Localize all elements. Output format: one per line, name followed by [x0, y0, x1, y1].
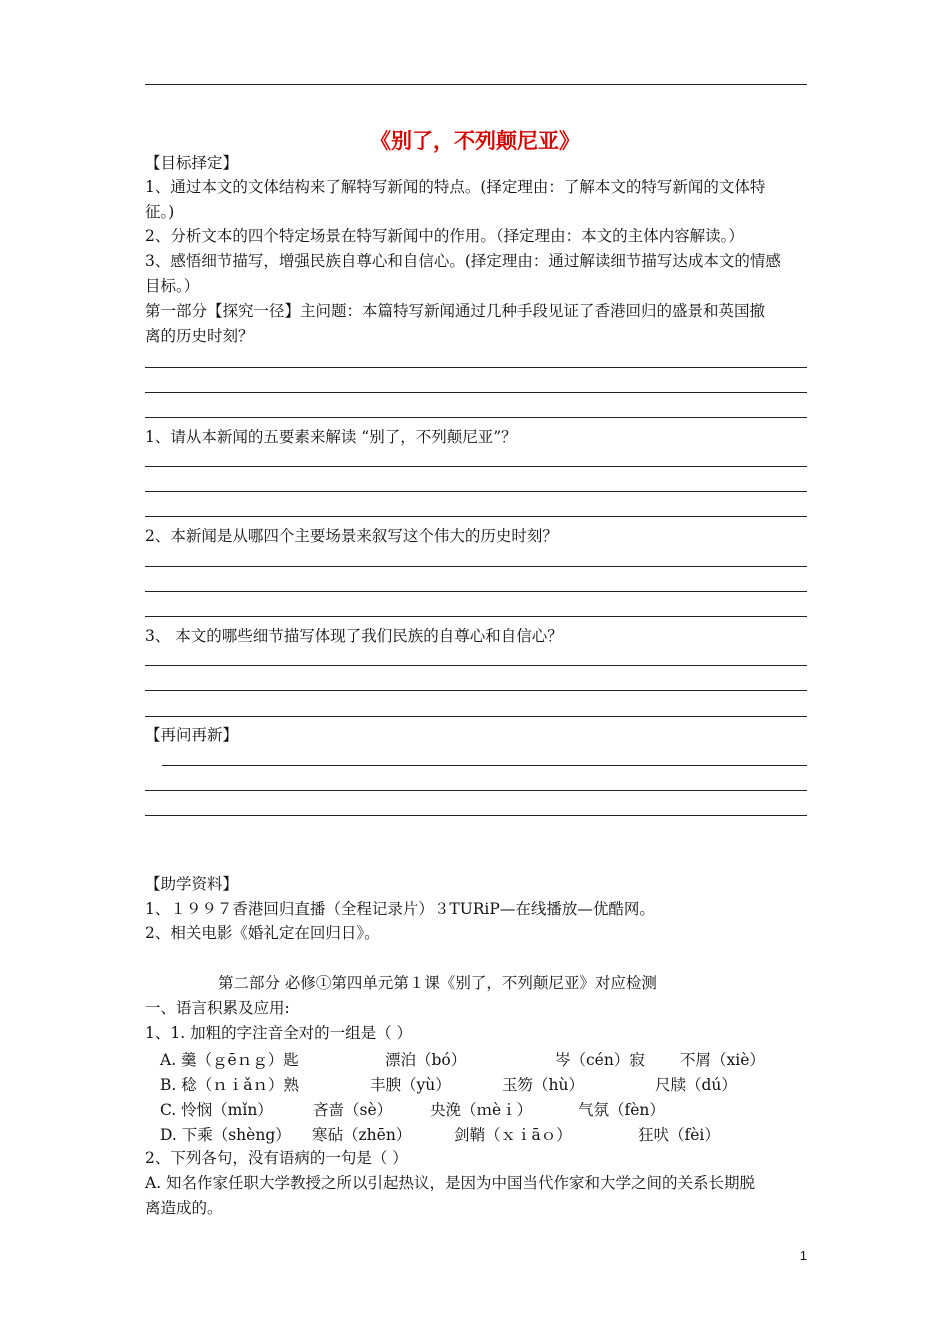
part1-intro-line-1: 第一部分【探究一径】主问题：本篇特写新闻通过几种手段见证了香港回归的盛景和英国撤	[145, 302, 766, 320]
resource-2: 2、相关电影《婚礼定在回归日》。	[145, 924, 380, 942]
option-a-item-1: A. 羹（ｇēｎｇ）匙	[160, 1051, 299, 1069]
answer-line	[145, 516, 807, 517]
goal-2: 2、分析文本的四个特定场景在特写新闻中的作用。（择定理由：本文的主体内容解读。）	[145, 227, 744, 245]
answer-line	[145, 491, 807, 492]
resources-heading: 【助学资料】	[145, 875, 239, 893]
answer-line	[145, 815, 807, 816]
option-a-item-4: 不屑（xiè）	[680, 1051, 765, 1069]
option-a-item-2: 漂泊（bó）	[385, 1051, 467, 1069]
option-b-item-4: 尺牍（dú）	[655, 1076, 737, 1094]
answer-line	[162, 765, 807, 766]
answer-line	[145, 367, 807, 368]
answer-line	[145, 790, 807, 791]
option-c-item-2: 吝啬（sè）	[313, 1101, 393, 1119]
option-d-item-4: 狂吠（fèi）	[638, 1126, 720, 1144]
part1-intro-line-2: 离的历史时刻？	[145, 327, 254, 345]
answer-line	[145, 566, 807, 567]
option-b-item-1: B. 稔（ｎｉǎｎ）熟	[160, 1076, 299, 1094]
answer-line	[145, 591, 807, 592]
header-rule	[145, 84, 807, 85]
answer-line	[145, 417, 807, 418]
section-1-heading: 一、语言积累及应用:	[145, 999, 290, 1017]
option-d-item-2: 寒砧（zhēn）	[312, 1126, 412, 1144]
exercise-2-option-a-line-2: 离造成的。	[145, 1199, 223, 1217]
option-c-item-4: 气氛（fèn）	[578, 1101, 665, 1119]
exercise-2: 2、下列各句，没有语病的一句是（ ）	[145, 1149, 408, 1167]
answer-line	[145, 690, 807, 691]
option-b-item-3: 玉笏（hù）	[502, 1076, 584, 1094]
answer-line	[145, 716, 807, 717]
answer-line	[145, 466, 807, 467]
resource-1: 1、１９９７香港回归直播（全程记录片）３TURiP—在线播放—优酷网。	[145, 900, 655, 918]
document-title: 《别了，不列颠尼亚》	[370, 129, 580, 153]
question-2: 2、本新闻是从哪四个主要场景来叙写这个伟大的历史时刻？	[145, 527, 558, 545]
page-number: 1	[799, 1248, 807, 1263]
option-b-item-2: 丰腴（yù）	[370, 1076, 451, 1094]
goal-3-line-2: 目标。）	[145, 277, 200, 295]
option-d-item-3: 剑鞘（ｘｉāｏ）	[454, 1126, 572, 1144]
option-c-item-3: 央浼（ｍèｉ）	[430, 1101, 533, 1119]
part2-heading: 第二部分 必修①第四单元第１课《别了，不列颠尼亚》对应检测	[218, 974, 657, 992]
goal-1-line-2: 征。)	[145, 203, 175, 221]
reask-heading: 【再问再新】	[145, 726, 239, 744]
goal-1-line-1: 1、通过本文的文体结构来了解特写新闻的特点。(择定理由：了解本文的特写新闻的文体特	[145, 178, 766, 196]
answer-line	[145, 392, 807, 393]
option-a-item-3: 岑（cén）寂	[555, 1051, 645, 1069]
exercise-1: 1、1. 加粗的字注音全对的一组是（ ）	[145, 1024, 413, 1042]
question-3: 3、 本文的哪些细节描写体现了我们民族的自尊心和自信心？	[145, 627, 563, 645]
question-1: 1、请从本新闻的五要素来解读 “别了，不列颠尼亚”？	[145, 428, 517, 446]
answer-line	[145, 665, 807, 666]
option-c-item-1: C. 怜悯（mǐn）	[160, 1101, 273, 1119]
exercise-2-option-a-line-1: A. 知名作家任职大学教授之所以引起热议，是因为中国当代作家和大学之间的关系长期脱	[145, 1174, 756, 1192]
goal-3-line-1: 3、感悟细节描写，增强民族自尊心和自信心。(择定理由：通过解读细节描写达成本文的情感	[145, 252, 781, 270]
goals-heading: 【目标择定】	[145, 154, 239, 172]
answer-line	[145, 616, 807, 617]
option-d-item-1: D. 下乘（shèng）	[160, 1126, 291, 1144]
